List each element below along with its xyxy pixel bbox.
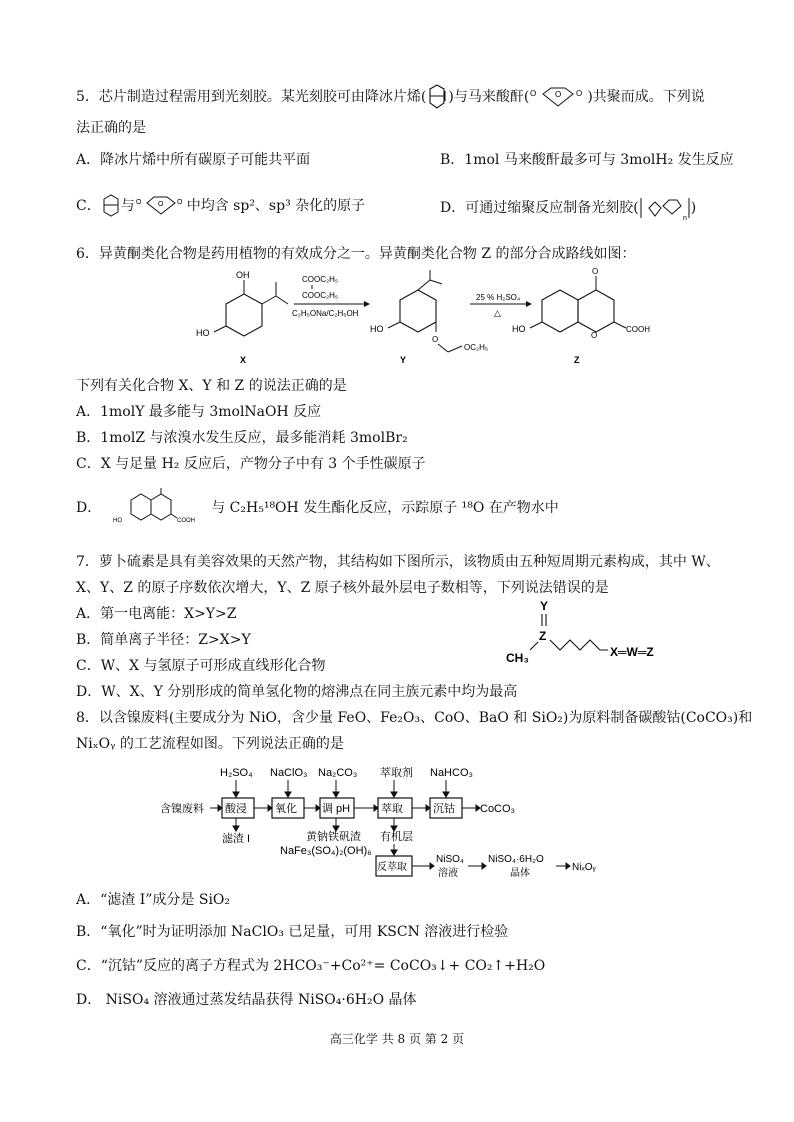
svg-text:O: O — [432, 335, 439, 344]
svg-text:OH: OH — [236, 270, 250, 280]
q6-option-d-label: D． — [76, 500, 102, 516]
reaction-arrow-1 — [292, 275, 370, 318]
svg-text:O: O — [135, 199, 142, 206]
flow-input-naclo3: NaClO₃ — [270, 767, 308, 779]
arrow1-reagent-top1: COOC₂H₅ — [302, 275, 339, 284]
q5-stem-part2: )与马来酸酐( — [448, 89, 530, 105]
q5-stem-line2: 法正确的是 — [76, 120, 146, 136]
struct-ch3-label: CH₃ — [506, 651, 529, 665]
struct-y-label: Y — [540, 599, 549, 613]
label-z: Z — [574, 355, 580, 365]
flow-box-adjust-ph: 调 pH — [322, 803, 351, 815]
flow-residue-2: 黄钠铁矾渣 — [306, 831, 361, 843]
norbornene-structure — [426, 84, 448, 110]
flow-box-acid-leach: 酸浸 — [225, 803, 247, 815]
norbornene-structure-small — [101, 194, 121, 218]
q7-stem-line1: 7．萝卜硫素是具有美容效果的天然产物，其结构如下图所示，该物质由五种短周期元素构成，其中 W、 — [76, 554, 720, 570]
flow-crystal-a: NiSO₄·6H₂O — [488, 854, 544, 865]
flow-niso4-solution-b: 溶液 — [438, 868, 458, 879]
arrow2-reagent-top: 25 % H₂SO₄ — [476, 293, 521, 302]
q5-stem-part3: )共聚而成。下列说 — [587, 89, 705, 105]
q5-option-d — [440, 194, 696, 222]
q8-stem-line1: 8．以含镍废料(主要成分为 NiO，含少量 FeO、Fe₂O₃、CoO、BaO 和 SiO₂)为原料制备碳酸钴(CoCO₃)和 — [76, 710, 753, 726]
flow-crystal-b: 晶体 — [510, 868, 530, 879]
q6-question: 下列有关化合物 X、Y 和 Z 的说法正确的是 — [76, 378, 347, 394]
q8-option-c: C．“沉钴”反应的离子方程式为 2HCO₃⁻+Co²⁺= CoCO₃↓+ CO₂↑+H₂O — [76, 958, 546, 974]
maleic-anhydride-structure — [529, 84, 587, 110]
struct-z-label: Z — [539, 629, 547, 643]
svg-text:O: O — [157, 201, 164, 208]
q8-option-b: B．“氧化”时为证明添加 NaClO₃ 已足量，可用 KSCN 溶液进行检验 — [76, 924, 509, 940]
q6-option-c: C．X 与足量 H₂ 反应后，产物分子中有 3 个手性碳原子 — [76, 456, 426, 472]
q5-option-d-text: D．可通过缩聚反应制备光刻胶( — [440, 200, 639, 216]
flow-box-cobalt-precip: 沉钴 — [433, 803, 455, 815]
q6-option-b: B．1molZ 与浓溴水发生反应，最多能消耗 3molBr₂ — [76, 430, 408, 446]
flow-residue-2-formula: NaFe₃(SO₄)₂(OH)₆ — [280, 845, 372, 857]
svg-text:O: O — [576, 89, 583, 98]
chromone-acid-structure — [111, 488, 211, 528]
q5-option-d-close: ) — [690, 200, 697, 216]
arrow1-reagent-top2: COOC₂H₅ — [302, 291, 339, 300]
q8-stem-line2: NiₓOᵧ 的工艺流程如图。下列说法正确的是 — [76, 736, 344, 752]
flow-input-na2co3: Na₂CO₃ — [318, 767, 358, 779]
q5-option-c-label: C． — [76, 198, 101, 214]
q8-option-a: A．“滤渣 I”成分是 SiO₂ — [76, 892, 231, 908]
flow-input-nahco3: NaHCO₃ — [430, 767, 473, 779]
flow-box-back-extraction: 反萃取 — [377, 862, 407, 873]
flow-residue-1: 滤渣 I — [222, 833, 251, 845]
svg-text:O: O — [592, 267, 599, 276]
q6-option-d-text: 与 C₂H₅¹⁸OH 发生酯化反应，示踪原子 ¹⁸O 在产物水中 — [211, 500, 559, 516]
sulforaphane-structure — [504, 598, 704, 674]
label-x: X — [240, 355, 247, 365]
svg-text:HO: HO — [113, 518, 123, 524]
q5-option-b: B．1mol 马来酸酐最多可与 3molH₂ 发生反应 — [440, 152, 734, 168]
q5-stem-part1: 5．芯片制造过程需用到光刻胶。某光刻胶可由降冰片烯( — [76, 89, 427, 105]
flow-box-extraction: 萃取 — [381, 803, 403, 815]
q7-option-d: D．W、X、Y 分别形成的简单氢化物的熔沸点在同主族元素中均为最高 — [76, 684, 518, 700]
flow-product-coco3: CoCO₃ — [480, 803, 516, 815]
arrow1-reagent-bottom: C₂H₅ONa/C₂H₅OH — [292, 309, 359, 318]
q7-stem-line2: X、Y、Z 的原子序数依次增大，Y、Z 原子核外最外层电子数相等，下列说法错误的是 — [76, 580, 609, 596]
q7-option-b: B．简单离子半径：Z>X>Y — [76, 632, 251, 648]
svg-text:O: O — [530, 89, 537, 98]
compound-y-structure — [370, 270, 488, 352]
q5-option-c-text: 中均含 sp²、sp³ 杂化的原子 — [186, 198, 366, 214]
maleic-anhydride-structure-small — [135, 194, 187, 218]
struct-xwz-label: X═W═Z — [610, 645, 654, 659]
page-footer: 高三化学 共 8 页 第 2 页 — [329, 1032, 465, 1046]
reaction-arrow-2 — [470, 293, 532, 318]
label-y: Y — [400, 355, 407, 365]
compound-x-structure — [196, 270, 288, 338]
q5-option-c-and: 与 — [120, 198, 135, 214]
q5-option-c — [76, 194, 365, 218]
svg-text:HO: HO — [370, 324, 384, 334]
flow-organic-layer: 有机层 — [380, 831, 413, 843]
svg-text:OC₂H₅: OC₂H₅ — [464, 343, 489, 352]
svg-text:O: O — [176, 199, 183, 206]
svg-text:O: O — [591, 331, 598, 340]
svg-text:HO: HO — [512, 324, 526, 334]
svg-text:COOH: COOH — [626, 325, 650, 334]
flow-box-oxidation: 氧化 — [275, 803, 297, 815]
svg-text:n: n — [682, 215, 687, 222]
flow-input-h2so4: H₂SO₄ — [220, 767, 253, 779]
q6-synthesis-scheme — [186, 266, 794, 372]
photoresist-polymer-structure — [639, 194, 691, 222]
q6-option-d — [76, 488, 559, 528]
flow-niso4-solution-a: NiSO₄ — [436, 854, 464, 865]
q7-option-c: C．W、X 与氢原子可形成直线形化合物 — [76, 658, 326, 674]
compound-z-structure — [512, 267, 650, 340]
flow-feed: 含镍废料 — [160, 803, 204, 815]
svg-text:O: O — [555, 90, 562, 99]
q7-option-a: A．第一电离能：X>Y>Z — [76, 606, 237, 622]
arrow2-reagent-bottom: △ — [494, 308, 501, 318]
svg-text:COOH: COOH — [177, 518, 196, 524]
flow-final-nixoy: NiₓOᵧ — [572, 862, 596, 873]
q5-option-a: A．降冰片烯中所有碳原子可能共平面 — [76, 152, 311, 168]
q6-stem: 6．异黄酮类化合物是药用植物的有效成分之一。异黄酮类化合物 Z 的部分合成路线如图： — [76, 246, 636, 262]
q5-stem-line1 — [76, 84, 705, 110]
q8-option-d: D． NiSO₄ 溶液通过蒸发结晶获得 NiSO₄·6H₂O 晶体 — [76, 992, 417, 1008]
svg-text:HO: HO — [196, 328, 210, 338]
q8-process-flowchart — [148, 762, 598, 882]
q6-option-a: A．1molY 最多能与 3molNaOH 反应 — [76, 404, 322, 420]
flow-input-extractant: 萃取剂 — [380, 767, 413, 779]
